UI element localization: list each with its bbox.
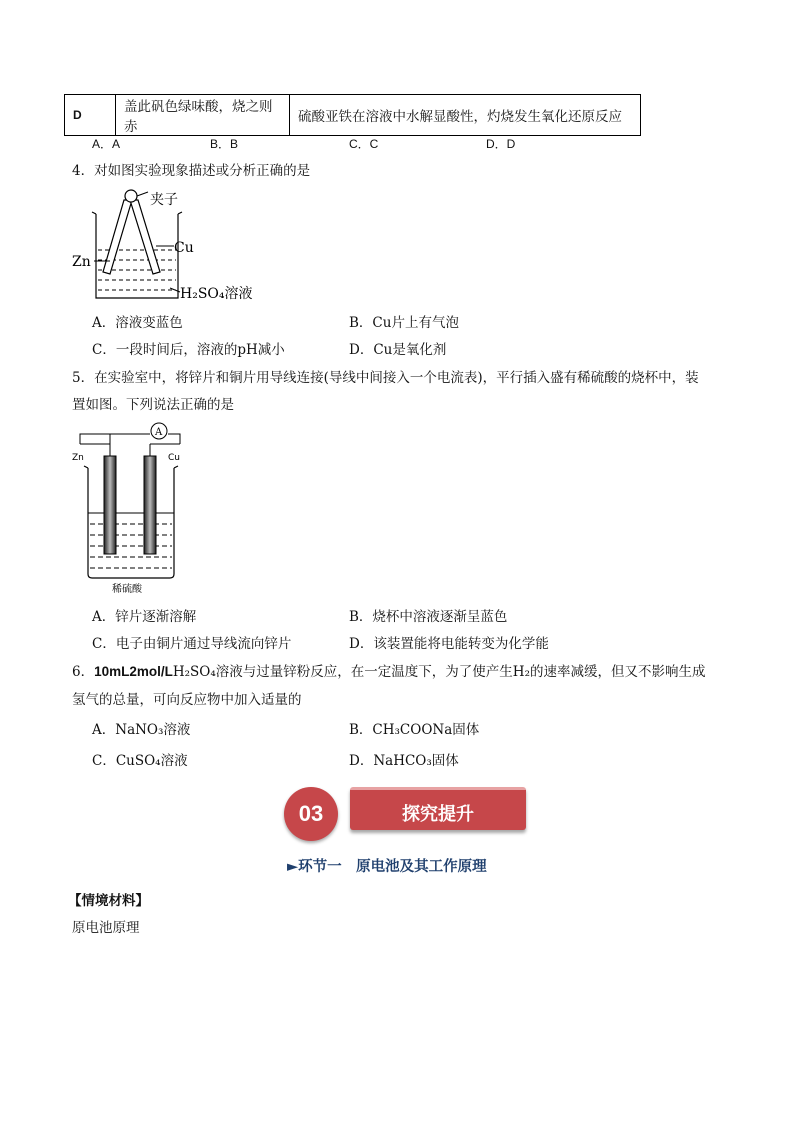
section-badge-number: 03 (284, 787, 338, 841)
material-label: 【情境材料】 (68, 893, 149, 909)
q5-option-d: D．该装置能将电能转变为化学能 (349, 636, 549, 652)
q6-option-b: B．CH₃COONa固体 (349, 722, 480, 738)
q5-stem-line2: 置如图。下列说法正确的是 (72, 397, 234, 413)
q4-option-d: D．Cu是氧化剂 (349, 342, 447, 358)
answer-table (64, 94, 641, 136)
q5-stem-line1: 5．在实验室中，将锌片和铜片用导线连接(导线中间接入一个电流表)，平行插入盛有稀硫酸的烧杯中，装 (72, 370, 699, 386)
q6-option-d: D．NaHCO₃固体 (349, 753, 459, 769)
table-cell-text: 盖此矾色绿味酸，烧之则赤 (116, 95, 290, 136)
zn-electrode-label: Zn (72, 453, 84, 463)
q4-stem: 4．对如图实验现象描述或分析正确的是 (72, 163, 311, 179)
table-cell-explanation: 硫酸亚铁在溶液中水解显酸性，灼烧发生氧化还原反应 (290, 95, 641, 136)
h2so4-label: H₂SO₄溶液 (180, 286, 253, 302)
section-badge-title: 探究提升 (350, 787, 526, 830)
q5-option-a: A．锌片逐渐溶解 (92, 609, 197, 625)
q6-option-a: A．NaNO₃溶液 (92, 722, 191, 738)
cu-label: Cu (174, 240, 194, 256)
q4-option-b: B．Cu片上有气泡 (349, 315, 459, 331)
q5-option-c: C．电子由铜片通过导线流向锌片 (92, 636, 292, 652)
q5-option-b: B．烧杯中溶液逐渐呈蓝色 (349, 609, 508, 625)
q6-option-c: C．CuSO₄溶液 (92, 753, 188, 769)
zn-cu-beaker-figure (70, 186, 270, 306)
q6-stem-line2: 氢气的总量，可向反应物中加入适量的 (72, 692, 302, 708)
q3-option-a: A．A (92, 137, 121, 151)
table-row (65, 95, 641, 136)
section-title: ►环节一 原电池及其工作原理 (287, 858, 487, 875)
q3-option-d: D．D (486, 137, 516, 151)
q6-stem-line1: 6．10mL2mol/LH₂SO₄溶液与过量锌粉反应，在一定温度下，为了使产生H₂的速率减缓，但又不影响生成 (72, 664, 706, 680)
zn-label: Zn (72, 254, 91, 270)
acid-label: 稀硫酸 (112, 584, 142, 595)
galvanic-cell-figure (70, 420, 200, 600)
q3-option-b: B．B (210, 137, 239, 151)
q4-option-c: C．一段时间后，溶液的pH减小 (92, 342, 285, 358)
q4-option-a: A．溶液变蓝色 (92, 315, 183, 331)
material-text: 原电池原理 (72, 920, 140, 936)
cu-electrode-label: Cu (168, 453, 180, 463)
ammeter-label: A (155, 427, 163, 438)
table-cell-label: D (65, 95, 116, 136)
q3-option-c: C．C (349, 137, 379, 151)
clip-label: 夹子 (150, 192, 178, 208)
